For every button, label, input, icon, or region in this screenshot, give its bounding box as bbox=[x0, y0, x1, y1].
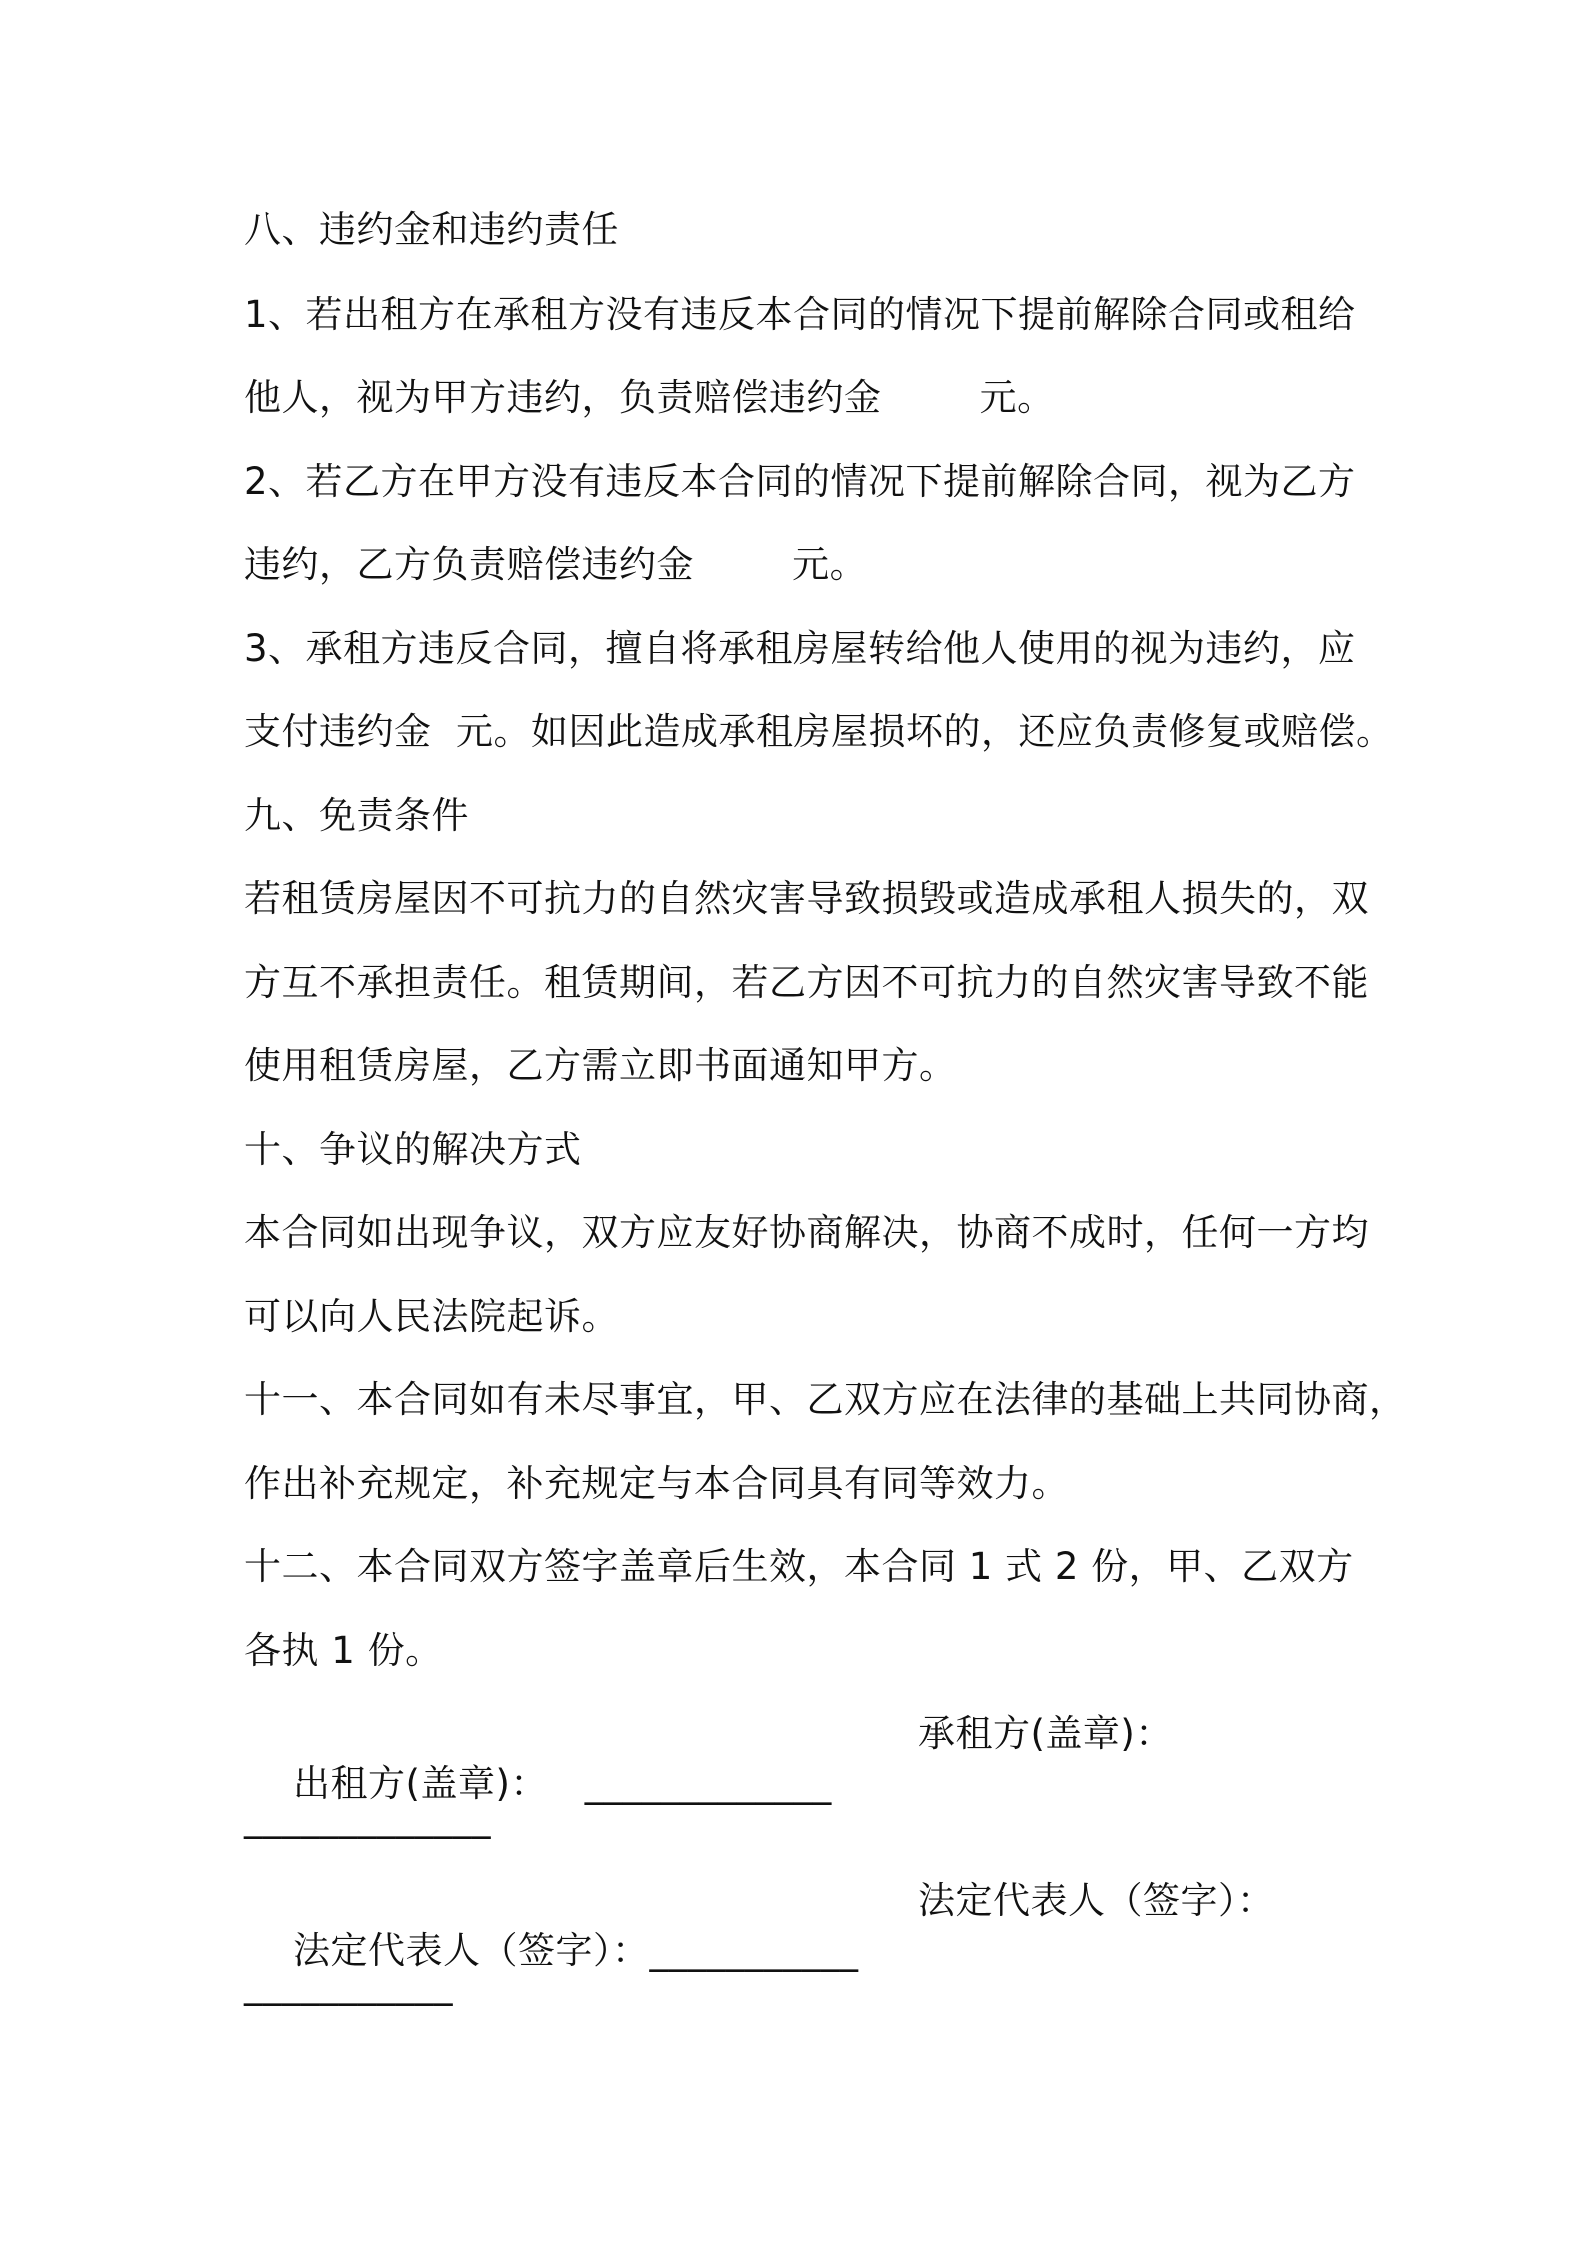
section-10-line-1: 本合同如出现争议，双方应友好协商解决，协商不成时，任何一方均 bbox=[244, 1211, 1369, 1254]
section-9-line-1: 若租赁房屋因不可抗力的自然灾害导致损毁或造成承租人损失的，双 bbox=[244, 877, 1369, 920]
section-11-line-1: 十一、本合同如有未尽事宜，甲、乙双方应在法律的基础上共同协商， bbox=[244, 1378, 1407, 1421]
section-8-item-3-line-2: 支付违约金 元。如因此造成承租房屋损坏的，还应负责修复或赔偿。 bbox=[244, 710, 1394, 753]
section-9-heading: 九、免责条件 bbox=[244, 794, 469, 837]
section-8-item-1-line-2: 他人，视为甲方违约，负责赔偿违约金 元。 bbox=[244, 376, 1055, 419]
lessor-representative-label: 法定代表人（签字）：___________ bbox=[293, 1929, 859, 1972]
section-12-line-1: 十二、本合同双方签字盖章后生效，本合同 1 式 2 份，甲、乙双方 bbox=[244, 1545, 1354, 1588]
section-8-item-1-line-1: 1、若出租方在承租方没有违反本合同的情况下提前解除合同或租给 bbox=[244, 293, 1356, 336]
signature-row-2 bbox=[244, 1876, 1275, 1972]
section-8-heading: 八、违约金和违约责任 bbox=[244, 208, 619, 251]
section-12-line-2: 各执 1 份。 bbox=[244, 1629, 443, 1672]
lessee-representative-blank: ___________ bbox=[244, 1963, 453, 2006]
signature-row-1 bbox=[244, 1709, 1173, 1805]
section-10-heading: 十、争议的解决方式 bbox=[244, 1128, 582, 1171]
section-9-line-2: 方互不承担责任。租赁期间，若乙方因不可抗力的自然灾害导致不能 bbox=[244, 961, 1369, 1004]
lessee-seal-label: 承租方(盖章)： bbox=[918, 1712, 1173, 1755]
section-8-item-2-line-1: 2、若乙方在甲方没有违反本合同的情况下提前解除合同，视为乙方 bbox=[244, 460, 1356, 503]
section-9-line-3: 使用租赁房屋，乙方需立即书面通知甲方。 bbox=[244, 1044, 957, 1087]
lessee-seal-blank: _____________ bbox=[244, 1796, 491, 1839]
section-8-item-2-line-2: 违约，乙方负责赔偿违约金 元。 bbox=[244, 543, 868, 586]
lessee-representative-label: 法定代表人（签字）： bbox=[918, 1879, 1275, 1922]
section-11-line-2: 作出补充规定，补充规定与本合同具有同等效力。 bbox=[244, 1462, 1069, 1505]
section-10-line-2: 可以向人民法院起诉。 bbox=[244, 1295, 619, 1338]
lessor-seal-label: 出租方(盖章)： _____________ bbox=[293, 1762, 832, 1805]
section-8-item-3-line-1: 3、承租方违反合同，擅自将承租房屋转给他人使用的视为违约，应 bbox=[244, 627, 1356, 670]
